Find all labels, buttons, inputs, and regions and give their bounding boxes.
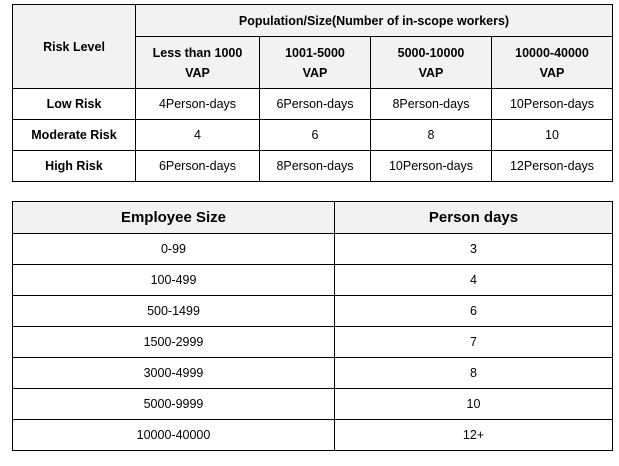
employee-size-header: Employee Size: [13, 202, 335, 234]
employee-size-cell: 500-1499: [13, 296, 335, 327]
person-days-header: Person days: [335, 202, 613, 234]
column-header-5000-10000: [371, 37, 492, 89]
table-cell: 4: [136, 120, 260, 151]
table-cell: 10Person-days: [492, 89, 613, 120]
column-header-line1: 10000-40000: [515, 45, 589, 60]
row-label-moderate-risk: Moderate Risk: [13, 120, 136, 151]
row-label-high-risk: High Risk: [13, 151, 136, 182]
person-days-cell: 12+: [335, 420, 613, 451]
column-header-line2: VAP: [185, 65, 210, 80]
table-row-low-risk: [13, 89, 613, 120]
table-row-moderate-risk: [13, 120, 613, 151]
employee-size-cell: 5000-9999: [13, 389, 335, 420]
column-header-line2: VAP: [302, 65, 328, 80]
table-cell: 6: [260, 120, 371, 151]
table-row: [13, 358, 613, 389]
column-header-less-than-1000: [136, 37, 260, 89]
person-days-cell: 7: [335, 327, 613, 358]
table-row: [13, 265, 613, 296]
employee-size-cell: 0-99: [13, 234, 335, 265]
column-header-line1: 1001-5000: [285, 45, 345, 60]
column-header-line2: VAP: [539, 65, 565, 80]
table-row: [13, 327, 613, 358]
person-days-cell: 3: [335, 234, 613, 265]
table-row: [13, 234, 613, 265]
population-size-group-header: Population/Size(Number of in-scope workers): [136, 5, 613, 37]
column-header-line2: VAP: [418, 65, 444, 80]
person-days-cell: 10: [335, 389, 613, 420]
table-row-high-risk: [13, 151, 613, 182]
table-cell: 4Person-days: [136, 89, 260, 120]
risk-level-header: Risk Level: [13, 5, 136, 89]
row-label-low-risk: Low Risk: [13, 89, 136, 120]
employee-size-table: [12, 201, 613, 451]
risk-level-table: [12, 4, 613, 182]
table-row: [13, 389, 613, 420]
table-row: [13, 420, 613, 451]
column-header-1001-5000: [260, 37, 371, 89]
person-days-cell: 6: [335, 296, 613, 327]
column-header-10000-40000: [492, 37, 613, 89]
column-header-line1: 5000-10000: [397, 45, 465, 60]
employee-size-cell: 1500-2999: [13, 327, 335, 358]
table-cell: 8Person-days: [260, 151, 371, 182]
table-cell: 8: [371, 120, 492, 151]
column-header-line1: Less than 1000: [152, 45, 243, 60]
table-cell: 6Person-days: [260, 89, 371, 120]
table-cell: 8Person-days: [371, 89, 492, 120]
person-days-cell: 4: [335, 265, 613, 296]
employee-size-cell: 3000-4999: [13, 358, 335, 389]
employee-size-cell: 100-499: [13, 265, 335, 296]
employee-size-cell: 10000-40000: [13, 420, 335, 451]
table-cell: 10Person-days: [371, 151, 492, 182]
table-cell: 10: [492, 120, 613, 151]
person-days-cell: 8: [335, 358, 613, 389]
table-row: [13, 296, 613, 327]
table-cell: 12Person-days: [492, 151, 613, 182]
table-cell: 6Person-days: [136, 151, 260, 182]
